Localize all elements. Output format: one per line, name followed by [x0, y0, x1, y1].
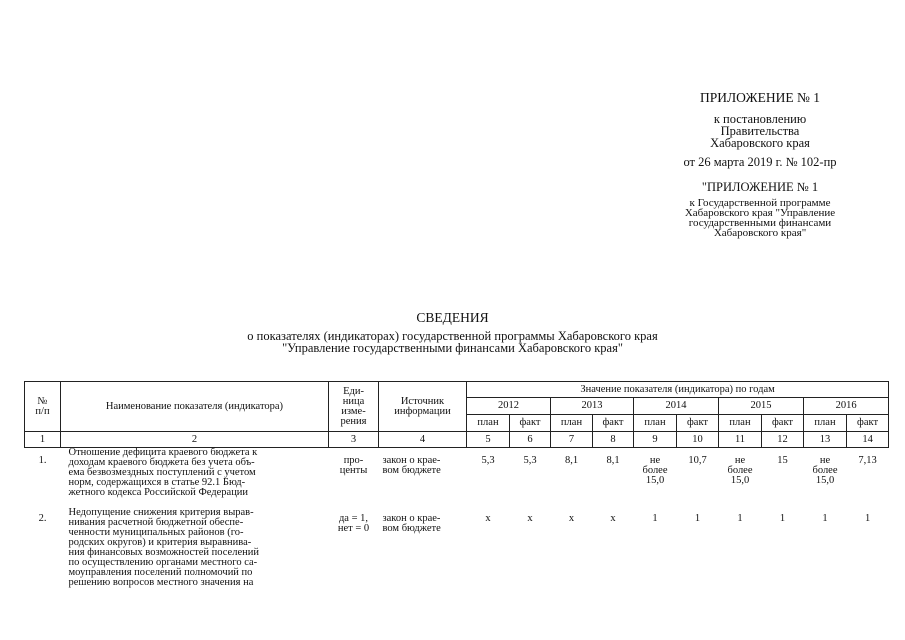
inner-appendix-line: Хабаровского края": [713, 227, 807, 239]
value-cell: [510, 448, 551, 509]
value-cell: [551, 448, 593, 509]
subtitle-line: "Управление государственными финансами Хабаровского края": [282, 341, 623, 355]
value-cell: 1: [694, 513, 701, 524]
header-plan: план: [719, 415, 762, 432]
column-number: 11: [719, 432, 762, 448]
unit-line: центы: [339, 465, 368, 476]
inner-appendix-line: государственными финансами: [688, 217, 832, 229]
value-line: не: [819, 455, 831, 466]
header-plan: план: [467, 415, 510, 432]
header-fact: факт: [510, 415, 551, 432]
row-index: 2.: [38, 513, 47, 524]
value-line: 15,0: [730, 475, 750, 486]
indicator-name: [61, 508, 329, 588]
header-year: 2012: [467, 398, 551, 415]
appendix-to: к постановлению: [713, 112, 807, 126]
value-cell: [804, 448, 847, 509]
value-cell: 1: [737, 513, 743, 524]
value-line: 8,1: [564, 455, 579, 466]
header-text: информации: [394, 405, 451, 417]
value-cell: 1: [779, 513, 786, 524]
value-line: более: [812, 465, 838, 476]
column-number: 2: [61, 432, 329, 448]
column-number-row: [25, 432, 889, 448]
header-source: [379, 382, 467, 432]
column-number: 3: [329, 432, 379, 448]
name-line: решению вопросов местного значения на: [68, 577, 254, 588]
unit-line: нет = 0: [337, 523, 370, 534]
column-number: 10: [677, 432, 719, 448]
header-values-by-year: Значение показателя (индикатора) по годам: [467, 382, 889, 398]
unit-line: да = 1,: [338, 513, 369, 524]
name-line: нивания расчетной бюджетной обеспе-: [68, 517, 244, 528]
column-number: 7: [551, 432, 593, 448]
source-line: закон о крае-: [382, 513, 441, 524]
appendix-reference: [640, 113, 880, 149]
inner-appendix-reference: [640, 198, 880, 238]
value-line: 7,13: [858, 455, 877, 466]
header-text: №: [37, 395, 48, 407]
appendix-line: Правительства: [720, 124, 800, 138]
indicator-name: [61, 448, 329, 509]
inner-appendix-line: к Государственной программе: [689, 197, 831, 209]
row-index: 1.: [38, 455, 47, 466]
value-cell: [719, 448, 762, 509]
column-number: 12: [762, 432, 804, 448]
value-line: 15,0: [645, 475, 665, 486]
column-number: 5: [467, 432, 510, 448]
column-number: 9: [634, 432, 677, 448]
header-unit: [329, 382, 379, 432]
name-line: ченности муниципальных районов (го-: [68, 527, 244, 538]
column-number: 1: [25, 432, 61, 448]
header-text: п/п: [35, 405, 50, 417]
appendix-date: от 26 марта 2019 г. № 102-пр: [683, 155, 837, 169]
name-line: доходам краевого бюджета без учета объ-: [68, 457, 255, 468]
value-line: не: [734, 455, 746, 466]
name-line: ема безвозмездных поступлений с учетом: [68, 467, 256, 478]
header-year: 2014: [634, 398, 719, 415]
value-cell: х: [527, 513, 533, 524]
value-line: 10,7: [688, 455, 707, 466]
unit-cell: [329, 508, 379, 588]
value-cell: [634, 448, 677, 509]
table-row: [25, 508, 889, 588]
table-row: [25, 448, 889, 509]
subtitle-line: о показателях (индикаторах) государственной программы Хабаровского края: [247, 329, 658, 343]
header-text: ница: [342, 395, 365, 407]
name-line: родских округов) и критерия выравнива-: [68, 537, 252, 548]
header-plan: план: [551, 415, 593, 432]
header-fact: факт: [593, 415, 634, 432]
header-text: Еди-: [343, 385, 364, 397]
value-line: 5,3: [481, 455, 495, 466]
inner-appendix-title: "ПРИЛОЖЕНИЕ № 1: [701, 180, 819, 194]
header-indicator-name: Наименование показателя (индикатора): [61, 382, 329, 432]
header-fact: факт: [677, 415, 719, 432]
header-plan: план: [804, 415, 847, 432]
value-cell: [593, 448, 634, 509]
column-number: 8: [593, 432, 634, 448]
value-line: более: [727, 465, 753, 476]
header-year: 2013: [551, 398, 634, 415]
header-fact: факт: [762, 415, 804, 432]
column-number: 4: [379, 432, 467, 448]
header-year: 2016: [804, 398, 889, 415]
header-year: 2015: [719, 398, 804, 415]
value-cell: 1: [652, 513, 658, 524]
header-text: рения: [340, 415, 367, 427]
name-line: норм, содержащихся в статье 92.1 Бюд-: [68, 477, 246, 488]
value-cell: 1: [822, 513, 828, 524]
value-line: не: [649, 455, 661, 466]
value-cell: х: [610, 513, 616, 524]
value-cell: [847, 448, 889, 509]
header-text: Источник: [400, 395, 445, 407]
value-cell: [467, 448, 510, 509]
header-text: изме-: [341, 405, 366, 417]
appendix-line: Хабаровского края: [710, 136, 810, 150]
document-subtitle: [0, 330, 905, 354]
name-line: Недопущение снижения критерия вырав-: [68, 507, 254, 518]
name-line: по осуществлению органами местного са-: [68, 557, 258, 568]
value-line: более: [642, 465, 668, 476]
value-cell: [677, 448, 719, 509]
source-line: закон о крае-: [382, 455, 441, 466]
source-line: вом бюджете: [382, 465, 441, 476]
value-line: 5,3: [523, 455, 537, 466]
unit-line: про-: [343, 455, 364, 466]
document-title: СВЕДЕНИЯ: [416, 310, 489, 325]
column-number: 6: [510, 432, 551, 448]
source-line: вом бюджете: [382, 523, 441, 534]
value-line: 15: [777, 455, 788, 466]
value-line: 15,0: [815, 475, 835, 486]
value-cell: х: [485, 513, 491, 524]
indicators-table: [24, 381, 889, 588]
unit-cell: [329, 448, 379, 509]
source-cell: [379, 508, 467, 588]
header-number: [25, 382, 61, 432]
value-cell: х: [568, 513, 575, 524]
value-cell: 1: [864, 513, 871, 524]
source-cell: [379, 448, 467, 509]
name-line: Отношение дефицита краевого бюджета к: [68, 447, 258, 458]
name-line: ния финансовых возможностей поселений: [68, 547, 259, 558]
name-line: моуправления поселений полномочий по: [68, 567, 253, 578]
header-plan: план: [634, 415, 677, 432]
appendix-title: ПРИЛОЖЕНИЕ № 1: [699, 90, 821, 105]
name-line: жетного кодекса Российской Федерации: [68, 487, 249, 498]
inner-appendix-line: Хабаровского края "Управление: [684, 207, 836, 219]
column-number: 13: [804, 432, 847, 448]
value-cell: [762, 448, 804, 509]
value-line: 8,1: [606, 455, 620, 466]
column-number: 14: [847, 432, 889, 448]
header-fact: факт: [847, 415, 889, 432]
